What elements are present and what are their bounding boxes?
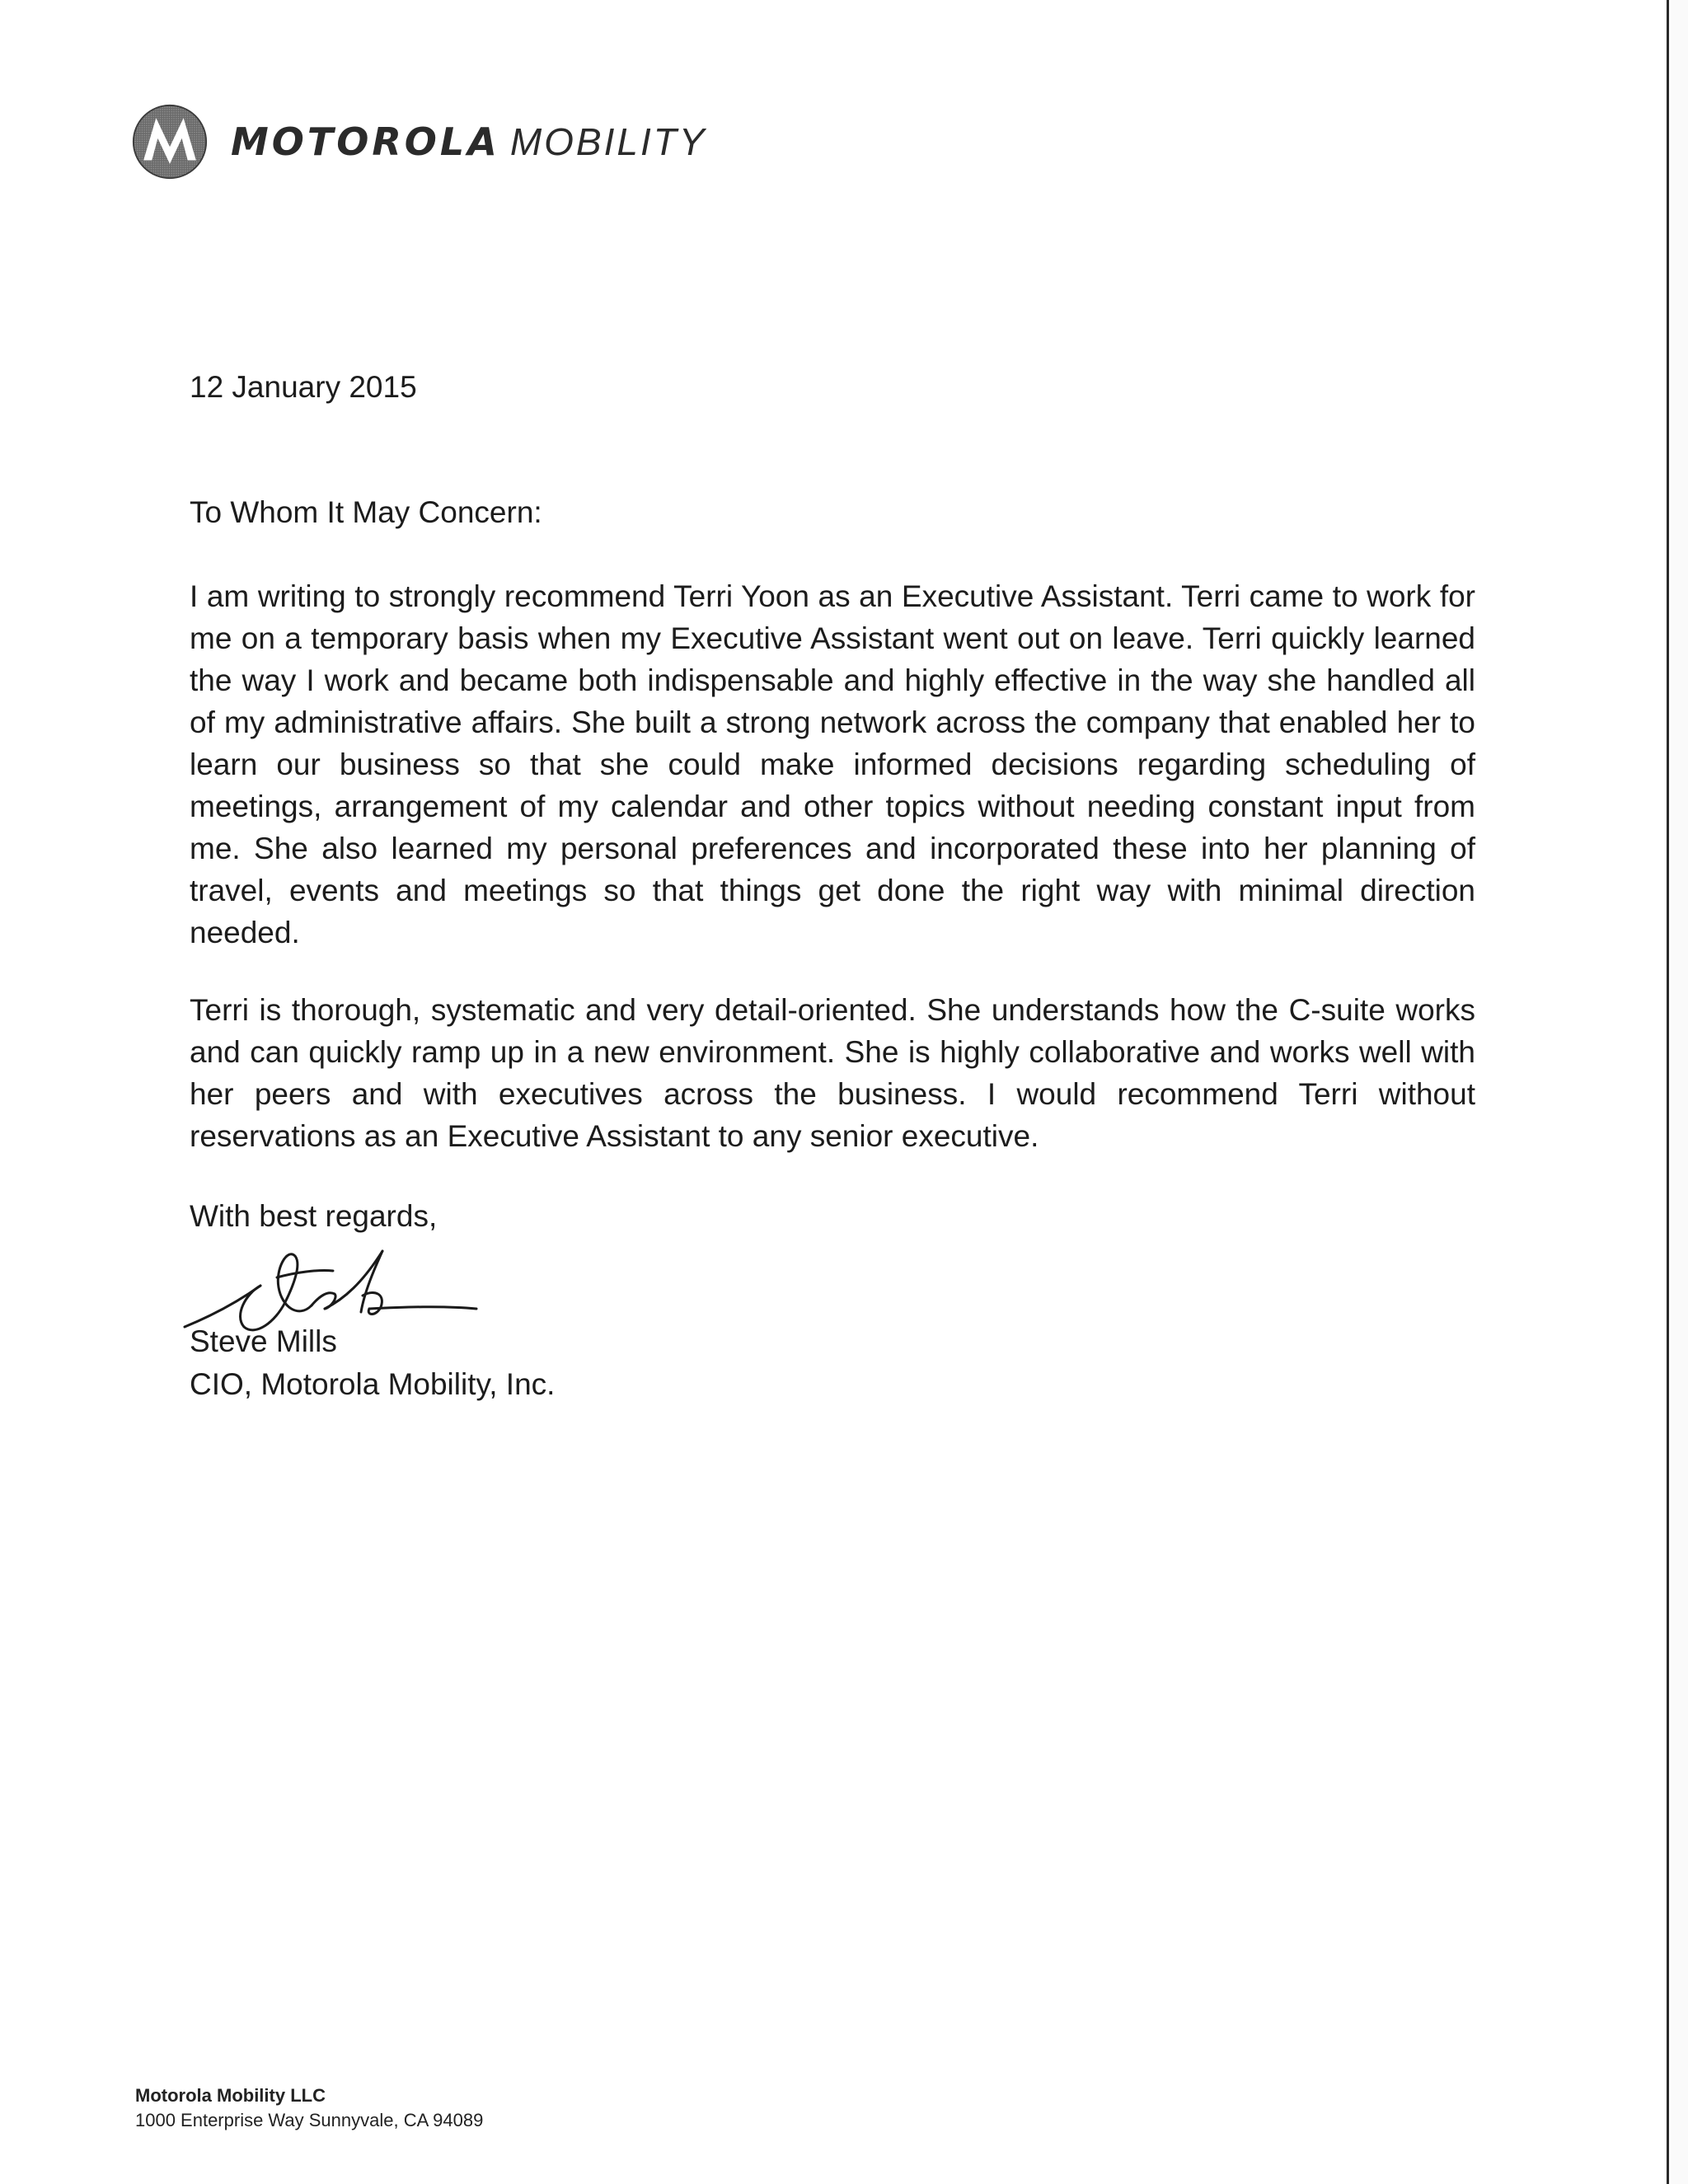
footer-address: 1000 Enterprise Way Sunnyvale, CA 94089 — [135, 2110, 484, 2130]
signer-name: Steve Mills — [190, 1324, 337, 1358]
letter-closing: With best regards, — [190, 1199, 438, 1233]
logo-brand-text: MOTOROLA — [231, 120, 500, 164]
signer-title: CIO, Motorola Mobility, Inc. — [190, 1367, 556, 1401]
footer-company-name: Motorola Mobility LLC — [135, 2085, 326, 2106]
paragraph-2-text: Terri is thorough, systematic and very detail-oriented. She understands how the C-suite works and can quickly ramp up in a new environment. She is highly collaborative and works well with her peers and with executives across the business. I would recommend Terri without reservations as an Executive Assistant to any senior executive. — [190, 993, 1475, 1153]
letter-paragraph-1 — [190, 575, 1475, 954]
paragraph-1-text: I am writing to strongly recommend Terri Yoon as an Executive Assistant. Terri came to work for me on a temporary basis when my Executive Assistant went out on leave. Terri quickly learned the way I work and became both indispensable and highly effective in the way she handled all of my administrative affairs. She built a strong network across the company that enabled her to learn our business so that she could make informed decisions regarding scheduling of meetings, arrangement of my calendar and other topics without needing constant input from me. She also learned my personal preferences and incorporated these into her planning of travel, events and meetings so that things get done the right way with minimal direction needed. — [190, 579, 1475, 949]
letter-footer — [135, 2083, 483, 2133]
motorola-logo-icon — [132, 104, 208, 180]
letter-date: 12 January 2015 — [190, 370, 417, 404]
logo-division-text: MOBILITY — [509, 120, 707, 163]
scan-edge-margin — [1669, 0, 1688, 2184]
logo-wordmark — [231, 120, 707, 164]
letter-paragraph-2 — [190, 989, 1475, 1157]
company-logo-header — [132, 101, 707, 183]
letter-salutation: To Whom It May Concern: — [190, 495, 542, 529]
